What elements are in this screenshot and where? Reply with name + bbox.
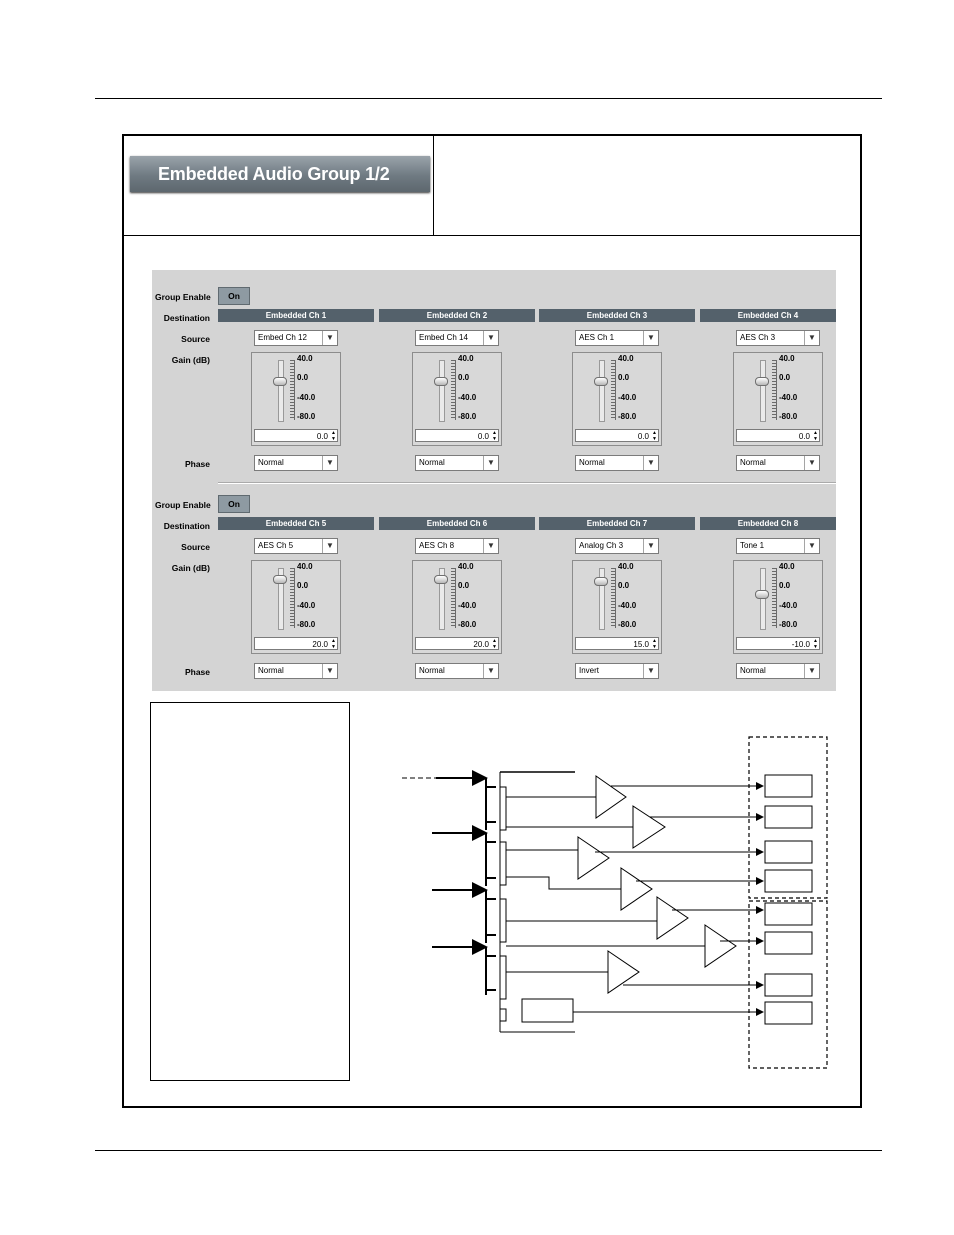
chevron-down-icon: ▼ bbox=[322, 664, 337, 678]
row-label-destination: Destination bbox=[163, 521, 210, 531]
source-value: AES Ch 5 bbox=[258, 541, 294, 550]
chevron-down-icon: ▼ bbox=[483, 664, 498, 678]
spinner-icon[interactable]: ▲ ▼ bbox=[813, 430, 818, 442]
spinner-icon[interactable]: ▲ ▼ bbox=[652, 430, 657, 442]
scale-label: -40.0 bbox=[779, 393, 798, 402]
row-label-source: Source bbox=[181, 334, 210, 344]
gain-value: -10.0 bbox=[791, 640, 810, 649]
row-label-group-enable: Group Enable bbox=[155, 500, 211, 510]
scale-label: 40.0 bbox=[458, 562, 474, 571]
spinner-icon[interactable]: ▲ ▼ bbox=[331, 430, 336, 442]
chevron-down-icon: ▼ bbox=[804, 456, 819, 470]
scale-label: 40.0 bbox=[297, 562, 313, 571]
gain-value: 20.0 bbox=[473, 640, 489, 649]
scale-label: 40.0 bbox=[779, 562, 795, 571]
chevron-down-icon: ▼ bbox=[643, 331, 658, 345]
scale-label: -40.0 bbox=[618, 601, 637, 610]
chevron-down-icon: ▼ bbox=[322, 331, 337, 345]
row-label-phase: Phase bbox=[184, 459, 210, 469]
chevron-down-icon: ▼ bbox=[643, 456, 658, 470]
destination-header: Embedded Ch 5 bbox=[218, 517, 374, 530]
scale-label: -80.0 bbox=[779, 620, 798, 629]
gain-value: 0.0 bbox=[798, 432, 810, 441]
source-value: Tone 1 bbox=[740, 541, 765, 550]
scale-label: 0.0 bbox=[618, 581, 630, 590]
gain-value: 20.0 bbox=[312, 640, 328, 649]
destination-header: Embedded Ch 1 bbox=[218, 309, 374, 322]
source-value: AES Ch 8 bbox=[419, 541, 455, 550]
scale-label: 40.0 bbox=[458, 354, 474, 363]
chevron-down-icon: ▼ bbox=[483, 456, 498, 470]
group-enable-toggle[interactable]: On bbox=[218, 287, 250, 305]
gain-amp-2 bbox=[633, 806, 665, 848]
scale-label: -40.0 bbox=[297, 393, 316, 402]
spinner-icon[interactable]: ▲ ▼ bbox=[652, 638, 657, 650]
scale-label: 40.0 bbox=[297, 354, 313, 363]
phase-value: Normal bbox=[419, 666, 445, 675]
scale-label: -80.0 bbox=[297, 412, 316, 421]
scale-label: -80.0 bbox=[618, 412, 637, 421]
phase-value: Normal bbox=[740, 458, 766, 467]
output-box-8 bbox=[765, 1002, 812, 1024]
scale-label: -80.0 bbox=[458, 620, 477, 629]
gain-amp-6 bbox=[705, 925, 736, 967]
output-box-5 bbox=[765, 903, 812, 925]
destination-header: Embedded Ch 2 bbox=[379, 309, 535, 322]
source-value: Analog Ch 3 bbox=[579, 541, 624, 550]
scale-label: -40.0 bbox=[458, 393, 477, 402]
row-label-group-enable: Group Enable bbox=[155, 292, 211, 302]
gain-amp-1 bbox=[596, 776, 626, 818]
scale-label: 0.0 bbox=[458, 373, 470, 382]
output-box-7 bbox=[765, 974, 812, 996]
output-box-1 bbox=[765, 775, 812, 797]
scale-label: -40.0 bbox=[458, 601, 477, 610]
scale-label: -40.0 bbox=[297, 601, 316, 610]
row-label-gain: Gain (dB) bbox=[171, 563, 210, 573]
destination-header: Embedded Ch 4 bbox=[700, 309, 836, 322]
destination-header: Embedded Ch 7 bbox=[539, 517, 695, 530]
source-value: Embed Ch 14 bbox=[419, 333, 468, 342]
scale-label: -80.0 bbox=[458, 412, 477, 421]
source-value: AES Ch 3 bbox=[740, 333, 776, 342]
destination-header: Embedded Ch 6 bbox=[379, 517, 535, 530]
scale-label: 0.0 bbox=[779, 373, 791, 382]
spinner-icon[interactable]: ▲ ▼ bbox=[331, 638, 336, 650]
phase-value: Normal bbox=[579, 458, 605, 467]
gain-amp-3 bbox=[578, 837, 609, 879]
chevron-down-icon: ▼ bbox=[483, 539, 498, 553]
scale-label: 0.0 bbox=[297, 373, 309, 382]
row-label-source: Source bbox=[181, 542, 210, 552]
gain-amp-7 bbox=[608, 951, 639, 993]
spinner-icon[interactable]: ▲ ▼ bbox=[492, 638, 497, 650]
gain-value: 15.0 bbox=[633, 640, 649, 649]
output-box-6 bbox=[765, 932, 812, 954]
scale-label: -80.0 bbox=[297, 620, 316, 629]
scale-label: 40.0 bbox=[779, 354, 795, 363]
gain-value: 0.0 bbox=[637, 432, 649, 441]
spinner-icon[interactable]: ▲ ▼ bbox=[492, 430, 497, 442]
chevron-down-icon: ▼ bbox=[483, 331, 498, 345]
phase-value: Normal bbox=[419, 458, 445, 467]
source-value: Embed Ch 12 bbox=[258, 333, 307, 342]
phase-value: Invert bbox=[579, 666, 600, 675]
chevron-down-icon: ▼ bbox=[804, 331, 819, 345]
scale-label: 0.0 bbox=[458, 581, 470, 590]
chevron-down-icon: ▼ bbox=[322, 539, 337, 553]
destination-header: Embedded Ch 8 bbox=[700, 517, 836, 530]
output-box-3 bbox=[765, 841, 812, 863]
phase-value: Normal bbox=[258, 458, 284, 467]
row-label-phase: Phase bbox=[184, 667, 210, 677]
chevron-down-icon: ▼ bbox=[643, 664, 658, 678]
phase-value: Normal bbox=[258, 666, 284, 675]
scale-label: -80.0 bbox=[779, 412, 798, 421]
scale-label: 0.0 bbox=[618, 373, 630, 382]
output-box-2 bbox=[765, 806, 812, 828]
gain-amp-4 bbox=[621, 868, 652, 910]
scale-label: 0.0 bbox=[779, 581, 791, 590]
source-value: AES Ch 1 bbox=[579, 333, 615, 342]
output-box-4 bbox=[765, 870, 812, 892]
row-label-destination: Destination bbox=[163, 313, 210, 323]
row-label-gain: Gain (dB) bbox=[171, 355, 210, 365]
chevron-down-icon: ▼ bbox=[804, 664, 819, 678]
spinner-icon[interactable]: ▲ ▼ bbox=[813, 638, 818, 650]
scale-label: -40.0 bbox=[618, 393, 637, 402]
gain-value: 0.0 bbox=[477, 432, 489, 441]
scale-label: -80.0 bbox=[618, 620, 637, 629]
destination-header: Embedded Ch 3 bbox=[539, 309, 695, 322]
gain-amp-5 bbox=[657, 897, 688, 939]
scale-label: 40.0 bbox=[618, 354, 634, 363]
chevron-down-icon: ▼ bbox=[643, 539, 658, 553]
scale-label: -40.0 bbox=[779, 601, 798, 610]
group-enable-toggle[interactable]: On bbox=[218, 495, 250, 513]
gain-value: 0.0 bbox=[316, 432, 328, 441]
tab-banner[interactable]: Embedded Audio Group 1/2 bbox=[130, 156, 430, 192]
tone-generator-box bbox=[522, 999, 573, 1022]
scale-label: 40.0 bbox=[618, 562, 634, 571]
scale-label: 0.0 bbox=[297, 581, 309, 590]
chevron-down-icon: ▼ bbox=[804, 539, 819, 553]
phase-value: Normal bbox=[740, 666, 766, 675]
chevron-down-icon: ▼ bbox=[322, 456, 337, 470]
